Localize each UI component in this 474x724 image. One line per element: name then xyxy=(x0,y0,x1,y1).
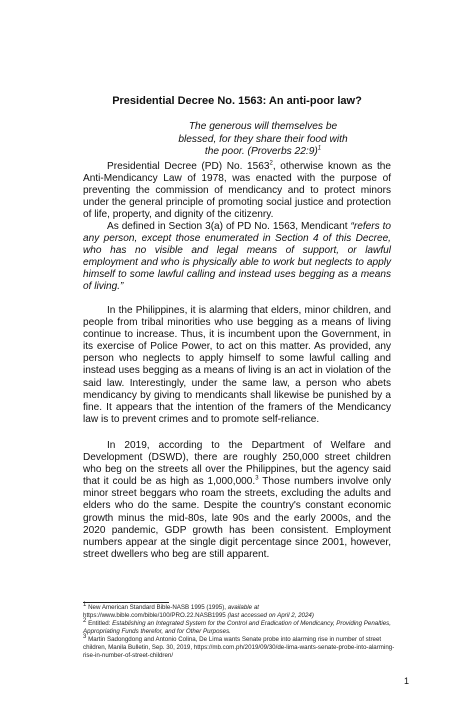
paragraph-4 xyxy=(83,440,391,561)
footnote-3-number: 3 xyxy=(83,633,87,640)
paragraph-3: In the Philippines, it is alarming that elders, minor children, and people from tribal minorities who use begging as a means of living continue to increase. Thus, it is incumbent upon the Government, in its exercise of Police Power, to act on this matter. As provided, any person who neglects to apply himself to some lawful calling and instead uses begging as a means of living is an act in violation of the said law. Interestingly, under the same law, a person who abets mendicancy by giving to mendicants shall likewise be punished by a fine. It appears that the intention of the framers of the Mendicancy law is to prevent crimes and to promote self-reliance. xyxy=(83,305,391,425)
footnote-ref-2[interactable]: 2 xyxy=(269,160,273,167)
footnote-1-number: 1 xyxy=(83,601,87,608)
epigraph-line-3: the poor. (Proverbs 22:9) xyxy=(204,146,318,158)
paragraph-1-text-a: Presidential Decree (PD) No. 1563 xyxy=(107,161,270,172)
document-title: Presidential Decree No. 1563: An anti-poor law? xyxy=(112,95,362,107)
page-number: 1 xyxy=(404,676,410,686)
footnote-2-italic: Establishing an Integrated System for the Control and Eradication of Mendicancy, Providing Penalties, Appropriating Funds therefor, and for Other Purposes. xyxy=(83,620,391,635)
footnote-2-number: 2 xyxy=(83,617,87,624)
footnote-ref-1[interactable]: 1 xyxy=(317,145,322,152)
paragraph-1 xyxy=(83,161,391,221)
footnote-divider xyxy=(83,602,169,603)
paragraph-2-quote: “refers to any person, except those enumerated in Section 4 of this Decree, who has no visible and legal means of support, or lawful employment and who is physically able to work but neglects to apply himself to some lawful calling and instead uses begging as a means of living.” xyxy=(83,221,391,293)
footnote-1-text: New American Standard Bible-NASB 1995 (1995), xyxy=(86,604,228,611)
footnote-ref-3[interactable]: 3 xyxy=(255,475,259,482)
paragraph-2-lead: As defined in Section 3(a) of PD No. 1563, Mendicant xyxy=(107,221,351,232)
footnote-3-text: Martin Sadongdong and Antonio Colina, De Lima wants Senate probe into alarming rise in number of street children, Manila Bulletin, Sep. 30, 2019, https://mb.com.ph/2019/09/30/de-lima-wants-senate-probe-into-alarming-rise-in-number-of-street-children/ xyxy=(83,636,395,659)
epigraph-quote xyxy=(140,121,386,159)
paragraph-2 xyxy=(83,221,391,294)
paragraph-1-text-b: , otherwise known as the Anti-Mendicancy Law of 1978, was enacted with the purpose of preventing the commission of mendicancy and to protect minors under the general principle of promoting social justice and protection of life, property, and dignity of the citizenry. xyxy=(83,161,391,221)
epigraph-line-2: blessed, for they share their food with xyxy=(178,133,348,145)
paragraph-4-text-b: Those numbers involve only minor street beggars who roam the streets, excluding the adults and elders who do the same. Despite the country's constant economic growth minus the mid-80s, late 90s and the early 2000s, and the 2020 pandemic, GDP growth has been consistent. Employment numbers appear at the single digit percentage since 2001, however, street dwellers who beg are still apparent. xyxy=(83,476,391,560)
footnote-2 xyxy=(83,617,395,636)
footnote-1-accessed: (last accessed on April 2, 2024) xyxy=(227,612,314,619)
footnotes xyxy=(83,601,395,660)
epigraph-line-1: The generous will themselves be xyxy=(188,121,338,132)
footnote-1-link[interactable]: https://www.bible.com/bible/100/PRO.22.NASB1995 xyxy=(83,612,228,619)
paragraph-4-text-a: In 2019, according to the Department of Welfare and Development (DSWD), there are roughly 250,000 street children who beg on the streets all over the Philippines, but the agency said that it could be as high as 1,000,000. xyxy=(83,440,391,488)
footnote-1-italic: available at xyxy=(227,604,260,611)
footnote-2-text: Entitled: xyxy=(86,620,113,627)
footnote-1 xyxy=(83,601,395,620)
footnote-3 xyxy=(83,633,395,660)
